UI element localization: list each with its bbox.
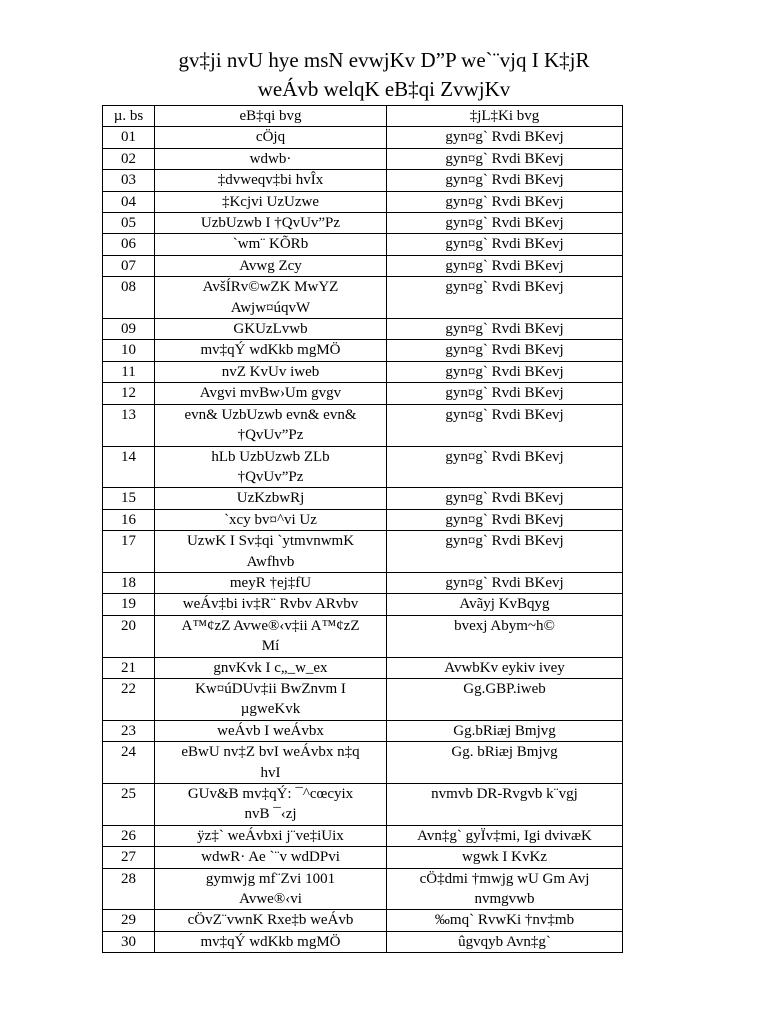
- book-name-cell: [155, 931, 387, 952]
- table-row: [103, 509, 623, 530]
- cell-text-line: nvB ¯‹zj: [244, 806, 297, 823]
- table-row: [103, 404, 623, 446]
- table-row: [103, 446, 623, 488]
- table-row: [103, 825, 623, 846]
- cell-text-line: eBwU nv‡Z bvI weÁvbx n‡q: [181, 744, 360, 761]
- serial-cell: 08: [103, 277, 155, 319]
- book-name-cell: [155, 361, 387, 382]
- book-name-cell: [155, 847, 387, 868]
- book-name-cell: [155, 784, 387, 826]
- author-name-cell: [387, 531, 623, 573]
- table-row: [103, 127, 623, 148]
- book-name-cell: [155, 213, 387, 234]
- header-author-name: ‡jL‡Ki bvg: [387, 106, 623, 127]
- author-name-cell: [387, 446, 623, 488]
- cell-text-line: gyn¤g` Rvdi BKevj: [445, 342, 564, 359]
- header-serial: µ. bs: [103, 106, 155, 127]
- book-name-cell: [155, 255, 387, 276]
- serial-cell: 11: [103, 361, 155, 382]
- author-name-cell: [387, 931, 623, 952]
- table-row: [103, 931, 623, 952]
- cell-text-line: wdwb·: [249, 150, 292, 167]
- author-name-cell: [387, 868, 623, 910]
- cell-text-line: nvZ KvUv iweb: [221, 363, 320, 380]
- table-row: [103, 572, 623, 593]
- table-body: [103, 127, 623, 953]
- serial-cell: 21: [103, 657, 155, 678]
- cell-text-line: Avwe®‹vi: [239, 891, 302, 908]
- author-name-cell: [387, 127, 623, 148]
- author-name-cell: [387, 277, 623, 319]
- serial-cell: 18: [103, 572, 155, 593]
- table-row: [103, 657, 623, 678]
- cell-text-line: Avn‡g` gyÏv‡mi, Igi dvivæK: [417, 827, 592, 844]
- serial-cell: 19: [103, 594, 155, 615]
- table-row: [103, 170, 623, 191]
- author-name-cell: [387, 742, 623, 784]
- table-row: [103, 847, 623, 868]
- serial-cell: 07: [103, 255, 155, 276]
- serial-cell: 05: [103, 213, 155, 234]
- author-name-cell: [387, 847, 623, 868]
- table-row: [103, 784, 623, 826]
- cell-text-line: wdwR· Ae `¨v wdDPvi: [201, 849, 340, 866]
- cell-text-line: gyn¤g` Rvdi BKevj: [445, 385, 564, 402]
- author-name-cell: [387, 319, 623, 340]
- book-name-cell: [155, 742, 387, 784]
- serial-cell: 14: [103, 446, 155, 488]
- cell-text-line: AvšÍRv©wZK MwYZ: [202, 279, 339, 296]
- table-row: [103, 720, 623, 741]
- cell-text-line: Gg. bRiæj Bmjvg: [451, 744, 558, 761]
- author-name-cell: [387, 825, 623, 846]
- cell-text-line: gyn¤g` Rvdi BKevj: [445, 511, 564, 528]
- serial-cell: 22: [103, 678, 155, 720]
- cell-text-line: gyn¤g` Rvdi BKevj: [445, 490, 564, 507]
- cell-text-line: gyn¤g` Rvdi BKevj: [445, 448, 564, 465]
- table-row: [103, 255, 623, 276]
- cell-text-line: Mí: [261, 638, 280, 655]
- table-row: [103, 277, 623, 319]
- cell-text-line: Awfhvb: [246, 553, 295, 570]
- cell-text-line: Avgvi mvBw›Um gvgv: [199, 385, 342, 402]
- cell-text-line: mv‡qÝ wdKkb mgMÖ: [200, 342, 341, 359]
- table-row: [103, 531, 623, 573]
- author-name-cell: [387, 572, 623, 593]
- cell-text-line: UzwK I Sv‡qi `ytmvnwmK: [186, 533, 355, 550]
- serial-cell: 29: [103, 910, 155, 931]
- cell-text-line: gyn¤g` Rvdi BKevj: [445, 150, 564, 167]
- cell-text-line: gyn¤g` Rvdi BKevj: [445, 574, 564, 591]
- book-name-cell: [155, 531, 387, 573]
- cell-text-line: gyn¤g` Rvdi BKevj: [445, 129, 564, 146]
- author-name-cell: [387, 234, 623, 255]
- author-name-cell: [387, 784, 623, 826]
- table-header-row: [103, 106, 623, 127]
- book-name-cell: [155, 720, 387, 741]
- cell-text-line: †QvUv”Pz: [237, 427, 304, 444]
- table-row: [103, 319, 623, 340]
- table-row: [103, 742, 623, 784]
- document-title: [0, 46, 768, 104]
- serial-cell: 10: [103, 340, 155, 361]
- serial-cell: 12: [103, 383, 155, 404]
- cell-text-line: gnvKvk I c„_w_ex: [213, 659, 328, 676]
- cell-text-line: `xcy bv¤^vi Uz: [224, 511, 317, 528]
- book-list-table: [102, 105, 623, 953]
- book-name-cell: [155, 148, 387, 169]
- book-name-cell: [155, 277, 387, 319]
- serial-cell: 20: [103, 615, 155, 657]
- serial-cell: 23: [103, 720, 155, 741]
- author-name-cell: [387, 213, 623, 234]
- cell-text-line: AvwbKv eykiv ivey: [444, 659, 565, 676]
- serial-cell: 27: [103, 847, 155, 868]
- cell-text-line: †QvUv”Pz: [237, 468, 304, 485]
- cell-text-line: Gg.bRiæj Bmjvg: [453, 722, 556, 739]
- serial-cell: 04: [103, 191, 155, 212]
- cell-text-line: weÁv‡bi iv‡R¨ Rvbv ARvbv: [182, 596, 359, 613]
- cell-text-line: nvmvb DR-Rvgvb k¨vgj: [431, 786, 578, 802]
- author-name-cell: [387, 404, 623, 446]
- cell-text-line: gyn¤g` Rvdi BKevj: [445, 279, 564, 296]
- book-name-cell: [155, 488, 387, 509]
- cell-text-line: UzKzbwRj: [236, 490, 305, 507]
- table-row: [103, 678, 623, 720]
- book-name-cell: [155, 594, 387, 615]
- author-name-cell: [387, 594, 623, 615]
- cell-text-line: Avwg Zcy: [239, 257, 302, 274]
- author-name-cell: [387, 383, 623, 404]
- cell-text-line: UzbUzwb I †QvUv”Pz: [200, 215, 341, 232]
- cell-text-line: `wm¨ KÕRb: [232, 236, 309, 253]
- table-row: [103, 383, 623, 404]
- cell-text-line: gymwjg mf¨Zvi 1001: [205, 870, 336, 887]
- cell-text-line: hLb UzbUzwb ZLb: [211, 448, 330, 465]
- cell-text-line: wgwk I KvKz: [462, 849, 547, 866]
- cell-text-line: cÖvZ¨vwnK Rxe‡b weÁvb: [187, 912, 354, 929]
- serial-cell: 16: [103, 509, 155, 530]
- serial-cell: 30: [103, 931, 155, 952]
- serial-cell: 26: [103, 825, 155, 846]
- book-name-cell: [155, 319, 387, 340]
- author-name-cell: [387, 255, 623, 276]
- author-name-cell: [387, 488, 623, 509]
- cell-text-line: gyn¤g` Rvdi BKevj: [445, 172, 564, 189]
- cell-text-line: gyn¤g` Rvdi BKevj: [445, 236, 564, 253]
- book-name-cell: [155, 615, 387, 657]
- cell-text-line: Awjw¤úqvW: [230, 299, 311, 316]
- book-name-cell: [155, 446, 387, 488]
- cell-text-line: bvexj Abym~h©: [454, 617, 555, 634]
- author-name-cell: [387, 678, 623, 720]
- cell-text-line: GUv&B mv‡qÝ: ¯^cœcyix: [187, 786, 354, 802]
- cell-text-line: Avãyj KvBqyg: [459, 596, 550, 613]
- cell-text-line: gyn¤g` Rvdi BKevj: [445, 257, 564, 274]
- serial-cell: 03: [103, 170, 155, 191]
- author-name-cell: [387, 720, 623, 741]
- cell-text-line: gyn¤g` Rvdi BKevj: [445, 193, 564, 210]
- serial-cell: 02: [103, 148, 155, 169]
- cell-text-line: cÖjq: [255, 129, 286, 146]
- cell-text-line: Gg.GBP.iweb: [463, 680, 546, 697]
- cell-text-line: cÖ‡dmi †mwjg wU Gm Avj: [419, 870, 590, 887]
- serial-cell: 15: [103, 488, 155, 509]
- serial-cell: 24: [103, 742, 155, 784]
- title-line-2: weÁvb welqK eB‡qi ZvwjKv: [257, 77, 511, 101]
- table-row: [103, 488, 623, 509]
- book-name-cell: [155, 910, 387, 931]
- cell-text-line: mv‡qÝ wdKkb mgMÖ: [200, 933, 341, 950]
- cell-text-line: weÁvb I weÁvbx: [217, 722, 324, 739]
- author-name-cell: [387, 657, 623, 678]
- cell-text-line: evn& UzbUzwb evn& evn&: [184, 406, 357, 423]
- table-row: [103, 191, 623, 212]
- cell-text-line: gyn¤g` Rvdi BKevj: [445, 406, 564, 423]
- cell-text-line: meyR †ej‡fU: [229, 574, 312, 591]
- book-name-cell: [155, 404, 387, 446]
- author-name-cell: [387, 340, 623, 361]
- cell-text-line: gyn¤g` Rvdi BKevj: [445, 363, 564, 380]
- cell-text-line: ‰mq` RvwKi †nv‡mb: [434, 912, 575, 929]
- table-row: [103, 234, 623, 255]
- cell-text-line: hvI: [260, 764, 281, 781]
- header-book-name: eB‡qi bvg: [155, 106, 387, 127]
- book-name-cell: [155, 572, 387, 593]
- serial-cell: 13: [103, 404, 155, 446]
- table-row: [103, 868, 623, 910]
- cell-text-line: ÿz‡` weÁvbxi j¨ve‡iUix: [197, 827, 344, 844]
- cell-text-line: gyn¤g` Rvdi BKevj: [445, 321, 564, 338]
- author-name-cell: [387, 910, 623, 931]
- table-row: [103, 213, 623, 234]
- book-name-cell: [155, 127, 387, 148]
- table-row: [103, 361, 623, 382]
- book-name-cell: [155, 383, 387, 404]
- author-name-cell: [387, 191, 623, 212]
- serial-cell: 17: [103, 531, 155, 573]
- table-row: [103, 148, 623, 169]
- book-name-cell: [155, 170, 387, 191]
- serial-cell: 09: [103, 319, 155, 340]
- table-row: [103, 594, 623, 615]
- author-name-cell: [387, 361, 623, 382]
- cell-text-line: gyn¤g` Rvdi BKevj: [445, 215, 564, 232]
- serial-cell: 25: [103, 784, 155, 826]
- table-row: [103, 910, 623, 931]
- cell-text-line: ‡dvweqv‡bi hvÎx: [217, 172, 324, 189]
- cell-text-line: Kw¤úDUv‡ii BwZnvm I: [195, 680, 346, 697]
- serial-cell: 28: [103, 868, 155, 910]
- book-name-cell: [155, 657, 387, 678]
- book-name-cell: [155, 191, 387, 212]
- table-row: [103, 340, 623, 361]
- serial-cell: 06: [103, 234, 155, 255]
- book-name-cell: [155, 340, 387, 361]
- book-name-cell: [155, 868, 387, 910]
- cell-text-line: ‡Kcjvi UzUzwe: [221, 193, 320, 210]
- cell-text-line: A™¢zZ Avwe®‹v‡ii A™¢zZ: [181, 617, 360, 634]
- author-name-cell: [387, 615, 623, 657]
- serial-cell: 01: [103, 127, 155, 148]
- author-name-cell: [387, 148, 623, 169]
- cell-text-line: nvmgvwb: [474, 891, 535, 908]
- title-line-1: gv‡ji nvU hye msN evwjKv D”P we`¨vjq I K‡jR: [178, 48, 590, 72]
- cell-text-line: gyn¤g` Rvdi BKevj: [445, 533, 564, 550]
- cell-text-line: ûgvqyb Avn‡g`: [458, 933, 551, 950]
- book-name-cell: [155, 509, 387, 530]
- table-row: [103, 615, 623, 657]
- book-name-cell: [155, 678, 387, 720]
- book-name-cell: [155, 234, 387, 255]
- cell-text-line: GKUzLvwb: [233, 321, 308, 338]
- author-name-cell: [387, 170, 623, 191]
- author-name-cell: [387, 509, 623, 530]
- book-name-cell: [155, 825, 387, 846]
- cell-text-line: µgweKvk: [240, 701, 301, 718]
